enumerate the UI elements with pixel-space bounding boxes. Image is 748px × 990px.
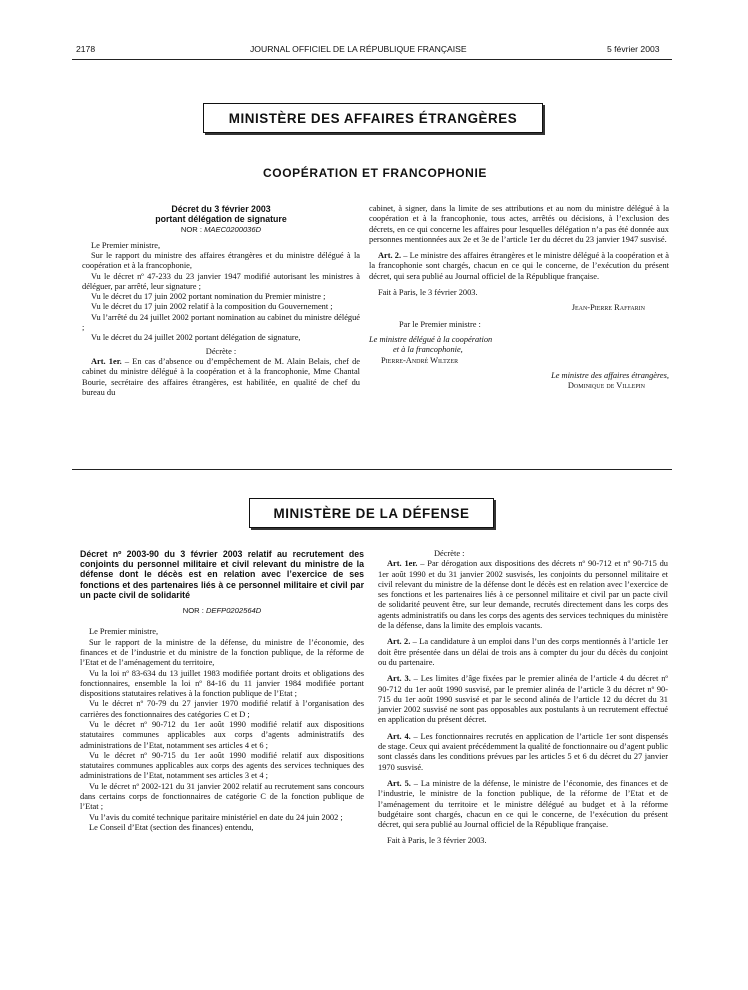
header-rule <box>72 59 672 60</box>
section1-left-column <box>82 204 360 398</box>
minister-foreign-title: Le ministre des affaires étrangères, <box>551 370 669 380</box>
visa-paragraph: Vu l’arrêté du 24 juillet 2002 portant nomination au cabinet du ministre délégué ; <box>82 312 360 333</box>
minister-delegate-title-2: et à la francophonie, <box>393 345 463 355</box>
section-divider <box>72 469 672 470</box>
article-4: Art. 4. – Les fonctionnaires recrutés en application de l’article 1er sont dispensés de stage. Ceux qui avaient précédemment la qualité de fonctionnaire ou d’agent public sont classés dans les conditions prévues par les articles 5 et 6 du décret du 27 janvier 1970 susvisé. <box>378 731 668 772</box>
visa-paragraph: Vu le décret du 17 juin 2002 portant nomination du Premier ministre ; <box>91 292 326 302</box>
visa-paragraph: Sur le rapport de la ministre de la défense, du ministre de l’économie, des finances et de l’industrie et du ministre de la fonction publique, de la réforme de l’Etat et de l’aménagement du territoire, <box>80 637 364 668</box>
visa-paragraph: Vu le décret nº 90-712 du 1er août 1990 modifié relatif aux dispositions statutaires communes applicables aux corps d’agents administratifs des administrations de l’Etat, notamment ses articles 4 et 6 ; <box>80 719 364 750</box>
visa-paragraph: Vu le décret nº 90-715 du 1er août 1990 modifié relatif aux dispositions statutaires communes applicables aux corps des agents des services techniques des administrations de l’Etat, notamment ses articles 3 et 4 ; <box>80 750 364 781</box>
signatory-foreign-minister: Dominique de Villepin <box>567 381 645 391</box>
decree-title: Décret nº 2003-90 du 3 février 2003 relatif au recrutement des conjoints du personnel militaire et civil relevant du ministre de la défense dont le décès est en relation avec l’exercice de ses fonctions et des partenaires liés à ce personnel militaire et civil par un pacte civil de solidarité <box>80 549 364 600</box>
visa-paragraph: Le Premier ministre, <box>91 240 161 250</box>
decree-nor: NOR : DEFP0202564D <box>182 606 262 616</box>
journal-title: JOURNAL OFFICIEL DE LA RÉPUBLIQUE FRANÇAISE <box>250 44 467 54</box>
article-3: Art. 3. – Les limites d’âge fixées par le premier alinéa de l’article 4 du décret nº 90-712 du 1er août 1990 susvisé, par le premier alinéa de l’article 3 du décret nº 90-715 du 1er août 1990 susvisé et par le second alinéa de l’article 12 du décret du 31 janvier 2002 susvisé ne sont pas opposables aux postulants à un recrutement effectué en application du présent décret. <box>378 674 668 725</box>
visa-paragraph: Vu le décret du 17 juin 2002 relatif à la composition du Gouvernement ; <box>91 302 333 312</box>
visa-paragraph: Le Conseil d’Etat (section des finances) entendu, <box>89 822 254 832</box>
visa-paragraph: Vu l’avis du comité technique paritaire ministériel en date du 24 juin 2002 ; <box>89 812 343 822</box>
decree-nor: NOR : MAEC0200036D <box>180 225 262 235</box>
decrete-heading: Décrète : <box>205 346 237 356</box>
article-1: Art. 1er. – En cas d’absence ou d’empêchement de M. Alain Belais, chef de cabinet du ministre délégué à la coopération et à la francophonie, Mme Chantal Bourie, secrétaire des affaires étrangères, est habilitée, en qualité de chef du bureau du <box>82 356 361 397</box>
visa-paragraph: Le Premier ministre, <box>89 627 159 637</box>
signatory-prime-minister: Jean-Pierre Raffarin <box>571 303 645 313</box>
signatory-delegate-minister: Pierre-André Wiltzer <box>381 355 459 365</box>
visa-paragraph: Vu le décret nº 2002-121 du 31 janvier 2002 relatif au recrutement sans concours dans certains corps de fonctionnaires de catégorie C de la fonction publique de l’Etat ; <box>80 781 364 812</box>
section1-right-column <box>369 204 669 391</box>
minister-delegate-title-1: Le ministre délégué à la coopération <box>369 334 493 344</box>
article-2: Art. 2. – La candidature à un emploi dans l’un des corps mentionnés à l’article 1er doit être présentée dans un délai de trois ans à compter du jour du décès du conjoint ou du partenaire. <box>378 637 668 667</box>
article-2: Art. 2. – Le ministre des affaires étrangères et le ministre délégué à la coopération et à la francophonie sont chargés, chacun en ce qui le concerne, de l’exécution du présent décret, qui sera publié au Journal officiel de la République française. <box>369 251 670 281</box>
decree-title-line-1: Décret du 3 février 2003 <box>171 204 271 214</box>
visa-paragraph: Vu le décret nº 70-79 du 27 janvier 1970 modifié relatif à l’organisation des carrières des fonctionnaires des catégories C et D ; <box>80 699 364 719</box>
article-1-continuation: cabinet, à signer, dans la limite de ses attributions et au nom du ministre délégué à la coopération et à la francophonie, tous actes, arrêtés ou décisions, à l’exclusion des décrets, en ce qui concerne les affaires pour lesquelles délégation n’a pas été donnée aux personnes mentionnées aux 2e et 3e de l’article 1er du décret du 23 janvier 1947 susvisé. <box>369 204 669 244</box>
ministry-title-defense: MINISTÈRE DE LA DÉFENSE <box>249 498 494 528</box>
section2-right-column <box>378 549 668 847</box>
done-at: Fait à Paris, le 3 février 2003. <box>387 836 487 846</box>
decrete-heading: Décrète : <box>434 549 465 558</box>
page-date: 5 février 2003 <box>607 44 660 54</box>
visa-paragraph: Sur le rapport du ministre des affaires étrangères et du ministre délégué à la coopération et à la francophonie, <box>82 251 360 271</box>
article-5: Art. 5. – La ministre de la défense, le ministre de l’économie, des finances et de l’industrie, le ministre de la fonction publique, de la réforme de l’Etat et de l’aménagement du territoire et le ministre délégué au budget et à la réforme budgétaire sont chargés, chacun en ce qui le concerne, de l’exécution du présent décret, qui sera publié au Journal officiel de la République française. <box>378 778 668 830</box>
visa-paragraph: Vu le décret du 24 juillet 2002 portant délégation de signature, <box>91 333 301 343</box>
section2-left-column <box>80 549 364 833</box>
ministry-title-foreign-affairs: MINISTÈRE DES AFFAIRES ÉTRANGÈRES <box>203 103 543 133</box>
section-subtitle: COOPÉRATION ET FRANCOPHONIE <box>263 166 487 180</box>
page-number: 2178 <box>76 44 96 54</box>
done-at: Fait à Paris, le 3 février 2003. <box>378 288 478 298</box>
visa-paragraph: Vu le décret nº 47-233 du 23 janvier 1947 modifié autorisant les ministres à déléguer, par arrêté, leur signature ; <box>82 271 360 291</box>
by-prime-minister: Par le Premier ministre : <box>399 319 481 329</box>
article-1: Art. 1er. – Par dérogation aux dispositions des décrets nº 90-712 et nº 90-715 du 1er août 1990 et du 31 janvier 2002 susvisés, les conjoints du personnel militaire et civil relevant du ministre de la défense dont le décès est en relation avec l’exercice de ses fonctions et les partenaires liés à ce personnel militaire et civil par un pacte civil de solidarité peuvent être, sur leur demande, recrutés directement dans les corps des agents administratifs ou dans les corps des agents des services techniques du ministère de la défense, dans la limite des emplois vacants. <box>378 559 668 631</box>
decree-title-line-2: portant délégation de signature <box>155 214 287 225</box>
visa-paragraph: Vu la loi nº 83-634 du 13 juillet 1983 modifiée portant droits et obligations des fonctionnaires, ensemble la loi nº 84-16 du 11 janvier 1984 modifiée portant dispositions statutaires relatives à la fonction publique de l’Etat ; <box>80 668 364 699</box>
